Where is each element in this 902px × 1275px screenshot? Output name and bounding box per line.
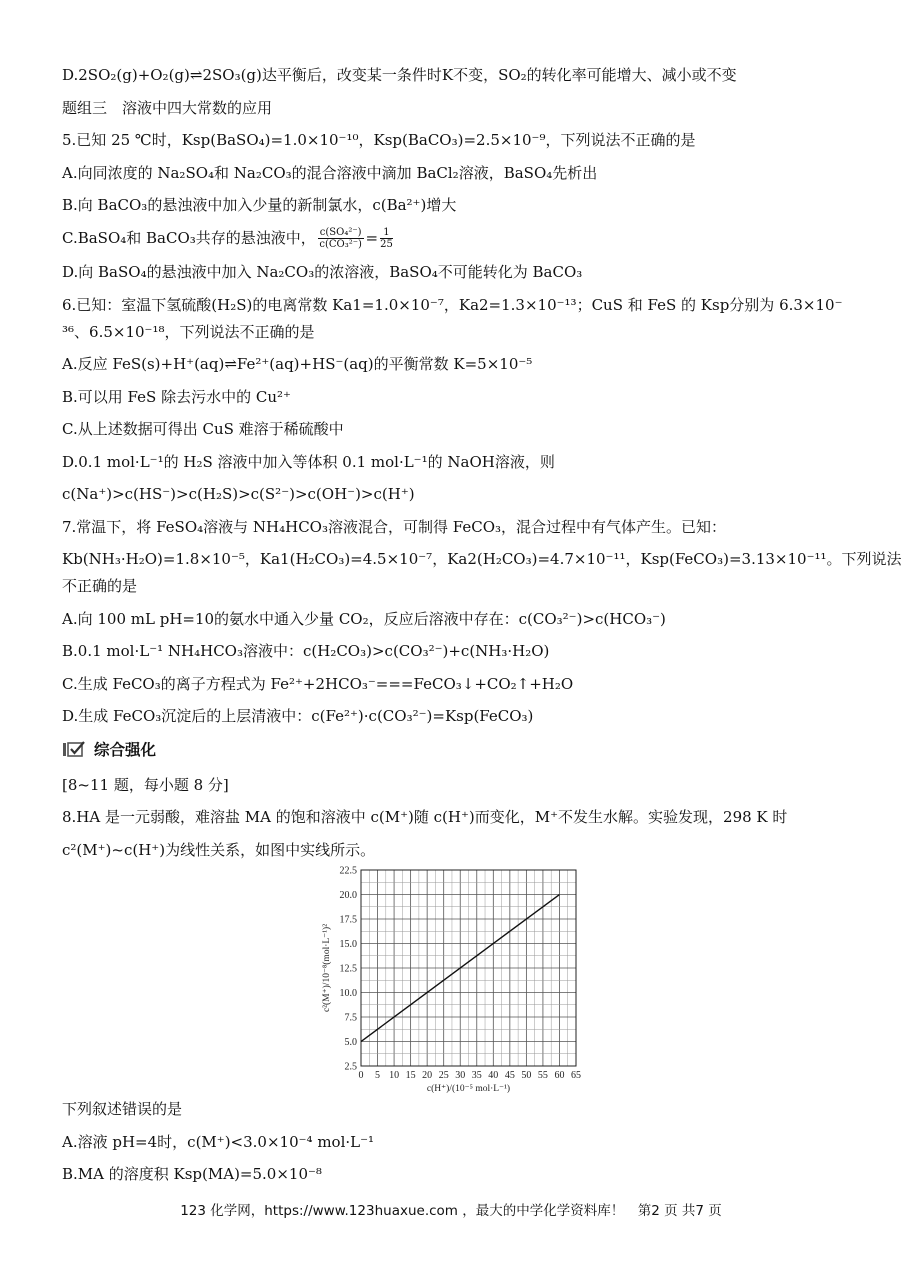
q5-option-c bbox=[62, 227, 842, 251]
x-tick-label: 40 bbox=[488, 1070, 499, 1081]
q8-option-a: A.溶液 pH=4时，c(M⁺)<3.0×10⁻⁴ mol·L⁻¹ bbox=[62, 1132, 375, 1151]
q6-option-d-inequality: c(Na⁺)>c(HS⁻)>c(H₂S)>c(S²⁻)>c(OH⁻)>c(H⁺) bbox=[62, 485, 415, 503]
value-denominator: 25 bbox=[380, 238, 393, 250]
q8-continuation bbox=[62, 1098, 842, 1196]
x-tick-label: 60 bbox=[554, 1070, 565, 1081]
q7-stem-line3: 不正确的是 bbox=[62, 577, 138, 595]
x-tick-label: 30 bbox=[455, 1070, 466, 1081]
q7-option-b: B.0.1 mol·L⁻¹ NH₄HCO₃溶液中：c(H₂CO₃)>c(CO₃²⁻)+c(NH₃·H₂O) bbox=[62, 642, 550, 660]
q8-stem-line1: 8.HA 是一元弱酸，难溶盐 MA 的饱和溶液中 c(M⁺)随 c(H⁺)而变化，M⁺不发生水解。实验发现，298 K 时 bbox=[62, 808, 788, 826]
q7-option-d: D.生成 FeCO₃沉淀后的上层清液中：c(Fe²⁺)·c(CO₃²⁻)=Ksp(FeCO₃) bbox=[62, 707, 534, 725]
q5-option-c-prefix: C.BaSO₄和 BaCO₃共存的悬浊液中， bbox=[62, 228, 316, 247]
fraction-denominator: c(CO₃²⁻) bbox=[319, 238, 362, 250]
q6-stem-line1: 6.已知：室温下氢硫酸(H₂S)的电离常数 Ka1=1.0×10⁻⁷，Ka2=1.3×10⁻¹³；CuS 和 FeS 的 Ksp分别为 6.3×10⁻ bbox=[62, 295, 843, 314]
q6-stem-line2: ³⁶、6.5×10⁻¹⁸，下列说法不正确的是 bbox=[62, 322, 315, 341]
score-note: [8~11 题，每小题 8 分] bbox=[62, 775, 229, 794]
x-tick-label: 5 bbox=[375, 1070, 381, 1081]
q7-stem-line1: 7.常温下，将 FeSO₄溶液与 NH₄HCO₃溶液混合，可制得 FeCO₃，混合过程中有气体产生。已知： bbox=[62, 517, 727, 536]
y-axis-label: c²(M⁺)/10⁻⁸(mol·L⁻¹)² bbox=[322, 923, 332, 1013]
x-tick-label: 0 bbox=[358, 1070, 364, 1081]
q8-question: 下列叙述错误的是 bbox=[62, 1100, 183, 1118]
x-tick-label: 45 bbox=[504, 1070, 515, 1081]
q6-option-c: C.从上述数据可得出 CuS 难溶于稀硫酸中 bbox=[62, 420, 344, 438]
q5-option-a: A.向同浓度的 Na₂SO₄和 Na₂CO₃的混合溶液中滴加 BaCl₂溶液，BaSO₄先析出 bbox=[62, 163, 598, 182]
section-heading bbox=[62, 738, 842, 760]
q7-stem-line2: Kb(NH₃·H₂O)=1.8×10⁻⁵，Ka1(H₂CO₃)=4.5×10⁻⁷，Ka2(H₂CO₃)=4.7×10⁻¹¹，Ksp(FeCO₃)=3.13×10⁻¹¹。下列说法 bbox=[62, 550, 902, 568]
section-title: 综合强化 bbox=[94, 740, 157, 759]
x-tick-label: 15 bbox=[405, 1070, 416, 1081]
document-page bbox=[62, 64, 902, 871]
q5-option-d: D.向 BaSO₄的悬浊液中加入 Na₂CO₃的浓溶液，BaSO₄不可能转化为 BaCO₃ bbox=[62, 263, 583, 281]
concentration-ratio-fraction bbox=[318, 227, 364, 251]
x-tick-label: 25 bbox=[438, 1070, 449, 1081]
fraction-numerator: c(SO₄²⁻) bbox=[319, 226, 362, 238]
line-chart-svg bbox=[258, 854, 588, 1094]
y-tick-label: 12.5 bbox=[339, 963, 357, 975]
q7-option-a: A.向 100 mL pH=10的氨水中通入少量 CO₂，反应后溶液中存在：c(CO₃²⁻)>c(HCO₃⁻) bbox=[62, 609, 666, 628]
q6-option-b: B.可以用 FeS 除去污水中的 Cu²⁺ bbox=[62, 387, 291, 406]
x-tick-label: 65 bbox=[571, 1070, 581, 1081]
q5-stem: 5.已知 25 ℃时，Ksp(BaSO₄)=1.0×10⁻¹⁰，Ksp(BaCO₃)=2.5×10⁻⁹，下列说法不正确的是 bbox=[62, 131, 696, 149]
q8-chart bbox=[258, 854, 588, 1094]
y-tick-label: 5.0 bbox=[344, 1037, 357, 1048]
x-axis-label: c(H⁺)/(10⁻⁵ mol·L⁻¹) bbox=[426, 1084, 511, 1094]
q8-stem-line2: c²(M⁺)~c(H⁺)为线性关系，如图中实线所示。 bbox=[62, 840, 376, 859]
q7-option-c: C.生成 FeCO₃的离子方程式为 Fe²⁺+2HCO₃⁻===FeCO₃↓+CO₂↑+H₂O bbox=[62, 674, 574, 693]
x-tick-label: 20 bbox=[422, 1070, 433, 1081]
y-tick-label: 20.0 bbox=[339, 890, 357, 901]
x-tick-label: 10 bbox=[389, 1070, 400, 1081]
q6-option-a: A.反应 FeS(s)+H⁺(aq)⇌Fe²⁺(aq)+HS⁻(aq)的平衡常数 K=5×10⁻⁵ bbox=[62, 355, 533, 373]
x-tick-label: 50 bbox=[521, 1070, 532, 1081]
q5-option-b: B.向 BaCO₃的悬浊液中加入少量的新制氯水，c(Ba²⁺)增大 bbox=[62, 196, 457, 214]
y-tick-label: 17.5 bbox=[339, 914, 357, 926]
x-tick-label: 35 bbox=[471, 1070, 482, 1081]
y-tick-label: 15.0 bbox=[339, 939, 357, 950]
checklist-icon bbox=[62, 740, 86, 758]
y-tick-label: 2.5 bbox=[344, 1061, 357, 1073]
ratio-value-fraction bbox=[380, 227, 393, 251]
q8-option-b: B.MA 的溶度积 Ksp(MA)=5.0×10⁻⁸ bbox=[62, 1165, 322, 1183]
y-tick-label: 22.5 bbox=[339, 865, 357, 877]
fraction-equals: = bbox=[365, 228, 379, 247]
x-tick-label: 55 bbox=[537, 1070, 548, 1081]
page-footer: 123 化学网，https://www.123huaxue.com ，最大的中学化学资料库！ 第2 页 共7 页 bbox=[180, 1203, 722, 1219]
group3-heading: 题组三 溶液中四大常数的应用 bbox=[62, 98, 273, 117]
q6-option-d: D.0.1 mol·L⁻¹的 H₂S 溶液中加入等体积 0.1 mol·L⁻¹的 NaOH溶液，则 bbox=[62, 452, 555, 471]
y-tick-label: 10.0 bbox=[339, 988, 357, 999]
y-tick-label: 7.5 bbox=[344, 1012, 357, 1024]
q4-option-d: D.2SO₂(g)+O₂(g)⇌2SO₃(g)达平衡后，改变某一条件时K不变，SO₂的转化率可能增大、减小或不变 bbox=[62, 66, 737, 84]
value-numerator: 1 bbox=[380, 227, 393, 239]
